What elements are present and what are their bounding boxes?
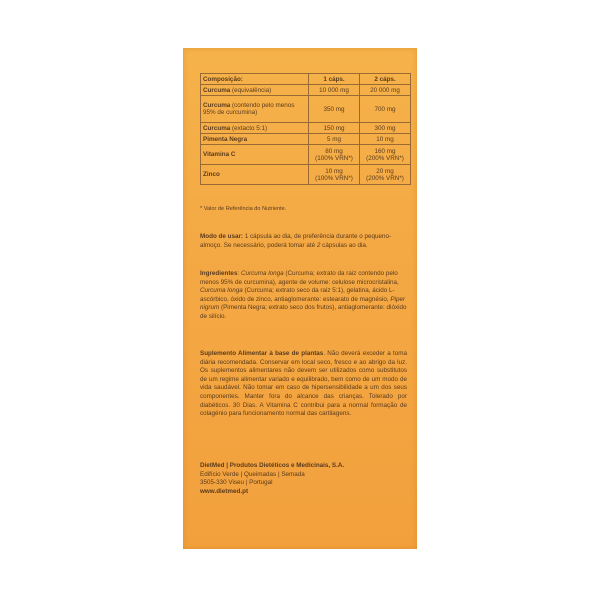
ingredient-cell: [201, 145, 309, 165]
company-website: www.dietmed.pt: [200, 487, 249, 495]
composition-header-row: [201, 74, 411, 85]
composition-table: [200, 73, 411, 185]
supplement-label: Suplemento Alimentar à base de plantas: [200, 350, 324, 357]
table-row: [201, 123, 411, 134]
table-row: [201, 85, 411, 96]
ingredient-name: Curcuma: [203, 124, 231, 132]
value-2-capsules: 700 mg: [360, 96, 411, 123]
table-row: [201, 165, 411, 185]
ingredients-label: Ingredientes: [200, 270, 238, 277]
product-label-panel: [183, 48, 417, 549]
ingredient-name: Curcuma: [203, 86, 231, 94]
ingredients-paragraph: Ingredientes: Curcuma longa (Curcuma; extrato da raiz contendo pelo menos 95% de curcumina), agente de volume: celulose microcristalina, Curcuma longa (Curcuma; extrato seco da raiz 5:1), gelatina, ácido L-ascórbico, óxido de zinco, antiaglomerante: estearato de magnésio, Piper nigrum (Pimenta Negra; extrato seco dos frutos), antiaglomerante: dióxido de silício.: [200, 270, 407, 320]
value-1-capsule: 350 mg: [309, 96, 360, 123]
table-row: [201, 96, 411, 123]
ingredient-detail: (extacto 5:1): [232, 124, 268, 132]
value-1-capsule: 5 mg: [309, 134, 360, 145]
company-address-line-1: Edifício Verde | Queimadas | Semada: [200, 470, 305, 478]
value-2-capsules: 300 mg: [360, 123, 411, 134]
value-2-capsules: 160 mg (200% VRN*): [360, 145, 411, 165]
column-header-2-capsules: 2 cáps.: [360, 74, 411, 85]
value-1-capsule: 10 000 mg: [309, 85, 360, 96]
company-address-line-2: 3505-330 Viseu | Portugal: [200, 479, 273, 487]
value-2-capsules: 20 mg (200% VRN*): [360, 165, 411, 185]
value-2-capsules: 20 000 mg: [360, 85, 411, 96]
ingredient-cell: [201, 134, 309, 145]
composition-header: Composição:: [201, 74, 309, 85]
ingredient-name: Curcuma: [203, 102, 231, 109]
value-1-capsule: 10 mg (100% VRN*): [309, 165, 360, 185]
company-name: DietMed | Produtos Dietéticos e Medicinais, S.A.: [200, 462, 345, 469]
ingredient-detail: (equivalência): [232, 86, 272, 94]
column-header-1-capsule: 1 cáps.: [309, 74, 360, 85]
table-row: [201, 145, 411, 165]
ingredient-name: Pimenta Negra: [203, 135, 248, 143]
usage-label: Modo de usar:: [200, 233, 244, 240]
table-row: [201, 134, 411, 145]
ingredient-detail: (contendo pelo menos 95% de curcumina): [203, 102, 295, 116]
value-1-capsule: 80 mg (100% VRN*): [309, 145, 360, 165]
ingredient-cell: [201, 85, 309, 96]
usage-instructions: Modo de usar: 1 cápsula ao dia, de preferência durante o pequeno-almoço. Se necessário, poderá tomar até 2 cápsulas ao dia.: [200, 233, 392, 249]
company-info: [200, 462, 407, 496]
footnote: * Valor de Referência do Nutriente.: [200, 206, 287, 212]
ingredient-cell: [201, 165, 309, 185]
ingredient-cell: [201, 96, 309, 123]
supplement-warnings: Suplemento Alimentar à base de plantas. Não deverá exceder a toma diária recomendada. Conservar em local seco, fresco e ao abrigo da luz. Os suplementos alimentares não devem ser utilizados como substitutos de um regime alimentar variado e equilibrado, bem como de um modo de vida saudável. Não tomar em caso de hipersensibilidade a um dos seus componentes. Manter fora do alcance das crianças. Tolerado por diabéticos. 30 Dias. A Vitamina C contribui para a normal formação de colagénio para funcionamento normal das cartilagens.: [200, 350, 407, 418]
value-1-capsule: 150 mg: [309, 123, 360, 134]
ingredient-name: Vitamina C: [203, 151, 236, 158]
value-2-capsules: 10 mg: [360, 134, 411, 145]
ingredient-cell: [201, 123, 309, 134]
ingredient-name: Zinco: [203, 171, 220, 178]
